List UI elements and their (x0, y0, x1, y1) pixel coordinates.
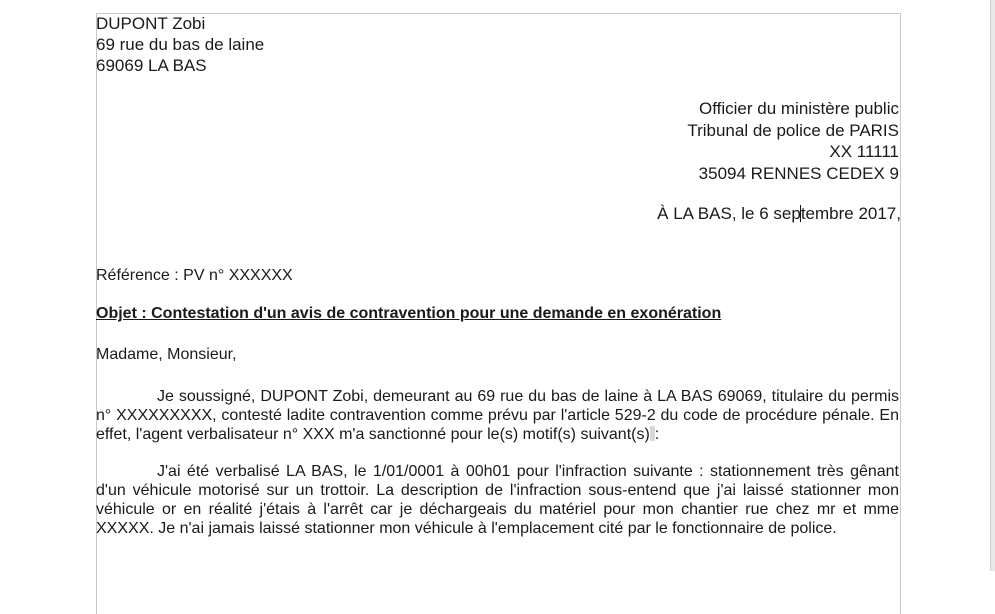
sender-street: 69 rue du bas de laine (96, 35, 265, 54)
date-line[interactable] (657, 204, 901, 224)
paragraph-2-text: J'ai été verbalisé LA BAS, le 1/01/0001 à 00h01 pour l'infraction suivante : stationnement très gênant d'un véhicule motorisé sur un trottoir. La description de l'infraction sous-entend que j'ai laissé stationner mon véhicule or en réalité j'étais à l'arrêt car je déchargeais du matériel pour mon chantier rue chez mr et mme XXXXX. Je n'ai jamais laissé stationner mon véhicule à l'emplacement cité par le fonctionnaire de police. (96, 463, 899, 537)
sender-city: 69069 LA BAS (96, 56, 207, 75)
recipient-address-block (687, 98, 899, 184)
paragraph-1[interactable] (96, 387, 899, 444)
recipient-line-1: Officier du ministère public (699, 99, 899, 118)
recipient-line-4: 35094 RENNES CEDEX 9 (698, 163, 899, 183)
date-text-start: À LA BAS, le 6 sep (657, 204, 801, 223)
greeting: Madame, Monsieur, (96, 346, 237, 363)
reference-line: Référence : PV n° XXXXXX (96, 267, 293, 284)
sender-name: DUPONT Zobi (96, 14, 206, 33)
recipient-line-2: Tribunal de police de PARIS (687, 120, 899, 140)
subject-line: Objet : Contestation d'un avis de contravention pour une demande en exonération (96, 305, 722, 322)
paragraph-1-text: Je soussigné, DUPONT Zobi, demeurant au 69 rue du bas de laine à LA BAS 69069, titulaire du permis n° XXXXXXXXX, contesté ladite contravention comme prévu par l'article 529-2 du code de procédure pénale. En effet, l'agent verbalisateur n° XXX m'a sanctionné pour le(s) motif(s) suivant(s) (96, 388, 899, 443)
date-text-end: tembre 2017, (800, 204, 901, 223)
sender-address-block (96, 13, 264, 76)
recipient-line-3: XX 11111 (829, 142, 899, 161)
scrollbar-edge[interactable] (990, 0, 995, 571)
paragraph-2[interactable] (96, 462, 899, 538)
paragraph-1-end: : (654, 426, 660, 443)
